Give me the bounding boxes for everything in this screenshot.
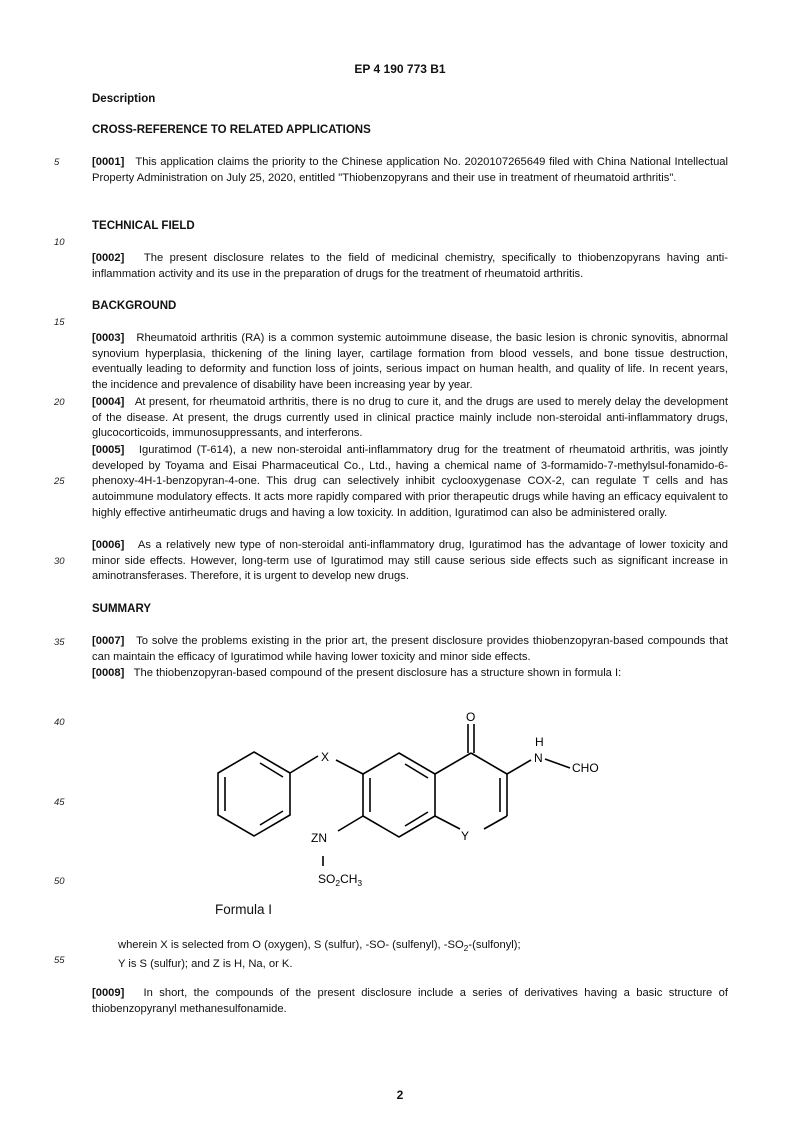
heading-description: Description [92, 93, 156, 105]
line-number: 35 [54, 637, 65, 648]
paragraph-text: The present disclosure relates to the field of medicinal chemistry, specifically to thiobenzopyrans having anti-inflammation activity and its use in the preparation of drugs for the treatment of rheumatoid arthritis. [92, 252, 729, 280]
paragraph-0003 [92, 331, 728, 394]
paragraph-text: To solve the problems existing in the prior art, the present disclosure provides thiobenzopyran-based compounds that can maintain the efficacy of Iguratimod while having lower toxicity and minor side effects. [92, 635, 728, 663]
definition-line-2: Y is S (sulfur); and Z is H, Na, or K. [118, 958, 293, 971]
definition-x-post: -(sulfonyl); [468, 939, 521, 951]
paragraph-number: [0003] [92, 332, 125, 344]
line-number: 5 [54, 157, 60, 168]
chemical-structure-formula-i [0, 700, 800, 900]
definition-subscript: 2 [463, 943, 469, 954]
subscript-2: 2 [335, 878, 341, 888]
definition-line-1 [118, 937, 521, 956]
paragraph-number: [0007] [92, 635, 125, 647]
patent-number-header: EP 4 190 773 B1 [354, 62, 446, 76]
formula-label: Formula I [215, 902, 273, 917]
atom-X: X [321, 750, 330, 764]
paragraph-0006 [92, 538, 728, 585]
paragraph-text: In short, the compounds of the present disclosure include a series of derivatives having a basic structure of thiobenzopyranyl methanesulfonamide. [92, 987, 728, 1015]
line-number: 10 [54, 237, 65, 248]
paragraph-0009 [92, 986, 728, 1017]
group-SO2CH3 [318, 872, 362, 888]
line-number: 45 [54, 797, 65, 808]
heading-background: BACKGROUND [92, 300, 177, 312]
paragraph-number: [0004] [92, 396, 125, 408]
paragraph-text: Rheumatoid arthritis (RA) is a common systemic autoimmune disease, the basic lesion is chronic synovitis, abnormal synovium hyperplasia, thickening of the lining layer, cartilage formation from blood vessels, and bone tissue destruction, eventually leading to deformity and function loss of joints, serious impact on human health, and quality of life. In recent years, the incidence and prevalence of disability have been increasing year by year. [92, 332, 729, 392]
phenyl-ring [218, 752, 290, 836]
paragraph-text: As a relatively new type of non-steroidal anti-inflammatory drug, Iguratimod has the advantage of lower toxicity and minor side effects. However, long-term use of Iguratimod may still cause serious side effects such as significant increase in aminotransferases. Therefore, it is urgent to develop new drugs. [92, 539, 729, 583]
line-number: 55 [54, 955, 65, 966]
atom-H: H [535, 735, 544, 749]
line-number: 30 [54, 556, 65, 567]
heading-cross-reference: CROSS-REFERENCE TO RELATED APPLICATIONS [92, 124, 371, 136]
line-number: 20 [54, 397, 65, 408]
paragraph-0005 [92, 443, 728, 522]
line-number: 40 [54, 717, 65, 728]
page-number: 2 [396, 1088, 404, 1102]
paragraph-0001 [92, 155, 728, 186]
group-ZN: ZN [311, 831, 327, 845]
line-number: 15 [54, 317, 65, 328]
paragraph-0002 [92, 251, 728, 282]
paragraph-number: [0005] [92, 444, 125, 456]
group-CHO: CHO [572, 761, 599, 775]
so-label: SO [318, 872, 336, 886]
atom-Y: Y [461, 829, 470, 843]
subscript-3: 3 [357, 878, 363, 888]
paragraph-number: [0001] [92, 156, 125, 168]
line-number: 50 [54, 876, 65, 887]
definition-x-pre: wherein X is selected from O (oxygen), S (sulfur), -SO- (sulfenyl), -SO [118, 939, 464, 951]
paragraph-number: [0006] [92, 539, 125, 551]
paragraph-text: Iguratimod (T-614), a new non-steroidal anti-inflammatory drug for the treatment of rheumatoid arthritis, was jointly developed by Toyama and Eisai Pharmaceutical Co., Ltd., having a chemical name of 3-formamido-7-methylsul-fonamido-6-phenoxy-4H-1-benzopyran-4-one. This drug can selectively inhibit cyclooxygenase COX-2, can regulate T cells and has autoimmune modulatory effects. It acts more rapidly compared with prior therapeutic drugs while having an efficacy equivalent to highly effective antirheumatic drugs and having a low toxicity. In addition, Iguratimod can also be administered orally. [92, 444, 728, 519]
line-number: 25 [54, 476, 65, 487]
atom-O: O [466, 710, 476, 724]
paragraph-number: [0009] [92, 987, 125, 999]
paragraph-number: [0002] [92, 252, 125, 264]
heading-technical-field: TECHNICAL FIELD [92, 220, 195, 232]
atom-N: N [534, 751, 543, 765]
paragraph-number: [0008] [92, 667, 125, 679]
paragraph-text: At present, for rheumatoid arthritis, there is no drug to cure it, and the drugs are used to merely delay the development of the disease. At present, the drugs currently used in clinical practice mainly include non-steroidal anti-inflammatory drugs, glucocorticoids, immunosuppressants, and interferons. [92, 396, 728, 440]
paragraph-text: This application claims the priority to the Chinese application No. 2020107265649 filed with China National Intellectual Property Administration on July 25, 2020, entitled "Thiobenzopyrans and their use in treatment of rheumatoid arthritis". [92, 156, 729, 184]
formula-definitions [118, 937, 521, 972]
paragraph-text: The thiobenzopyran-based compound of the present disclosure has a structure shown in formula I: [133, 667, 622, 679]
ch-label: CH [340, 872, 358, 886]
paragraph-0004 [92, 395, 728, 442]
benzo-ring [363, 753, 435, 837]
paragraph-0008 [92, 666, 728, 682]
heading-summary: SUMMARY [92, 603, 151, 615]
paragraph-0007 [92, 634, 728, 665]
